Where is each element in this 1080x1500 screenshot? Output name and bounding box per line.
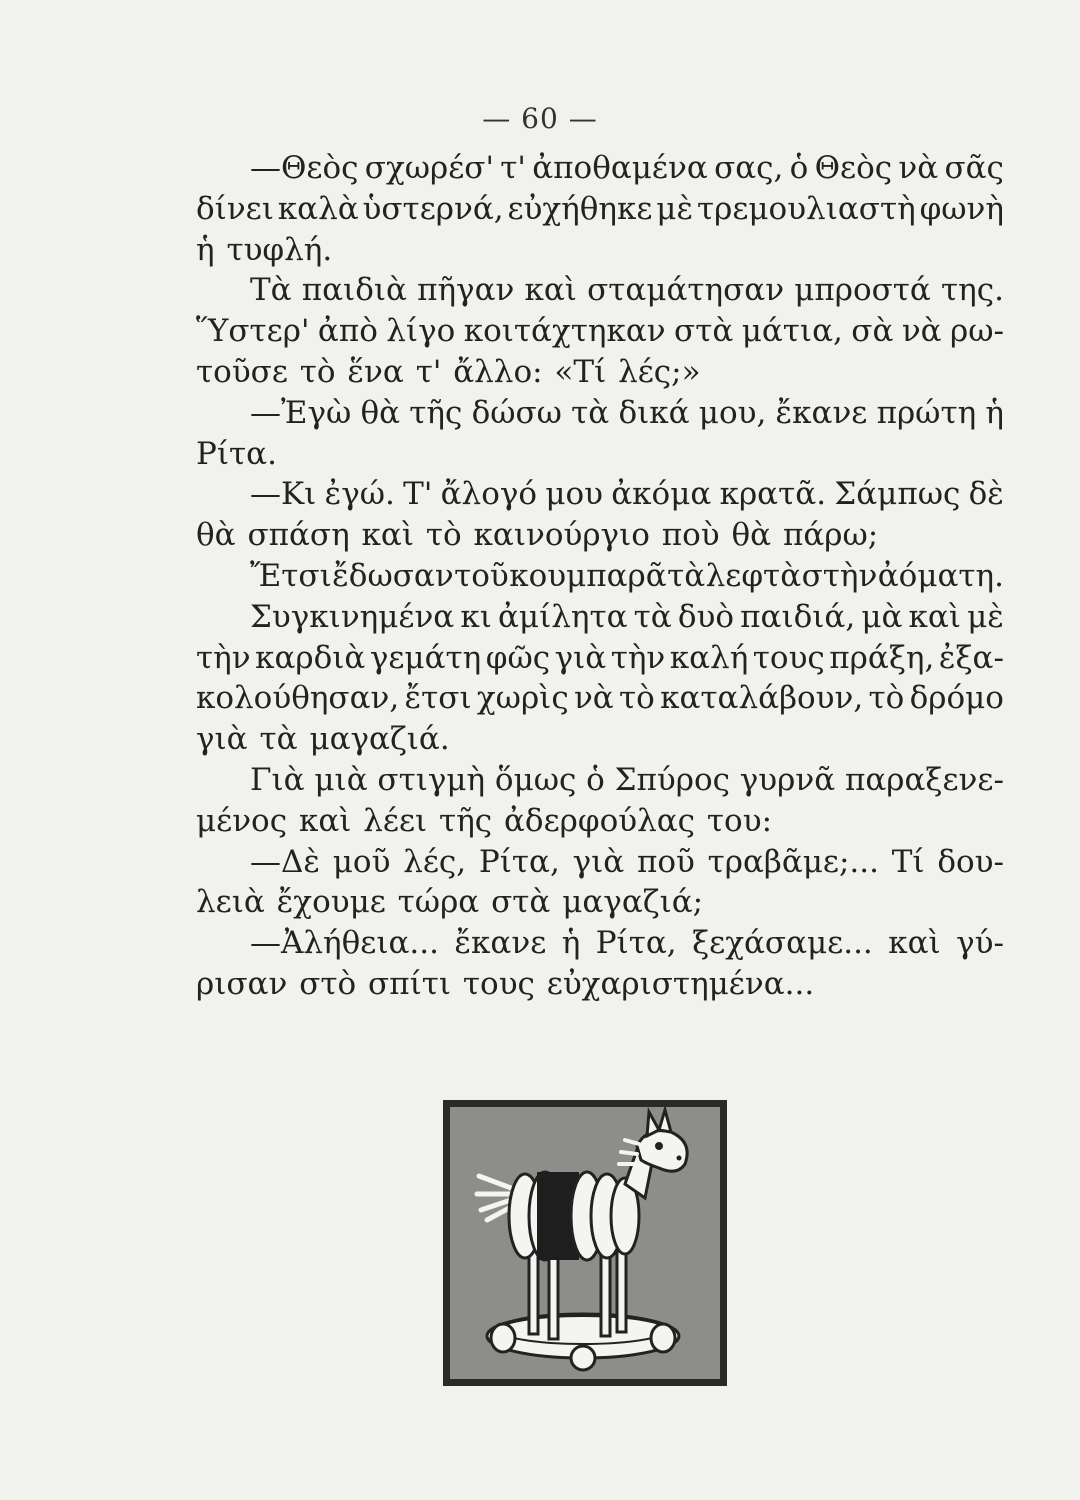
word: πῆγαν (417, 272, 515, 309)
word: ἔκανε (454, 925, 547, 962)
word: ρω- (950, 313, 1004, 350)
word: πρώτη (876, 394, 977, 431)
text-line (196, 801, 1004, 842)
word: Ρίτα, (595, 925, 677, 962)
word: χωρὶς (476, 680, 569, 717)
word: καὶ (524, 272, 577, 309)
word: του: (706, 802, 773, 839)
word: μπροστά (794, 272, 931, 309)
word: Συγκινημένα (250, 598, 455, 635)
text-line (196, 148, 1004, 189)
word: καλή (669, 639, 749, 676)
word: ἀμίλητα (497, 598, 628, 635)
word: —Θεὸς (250, 150, 359, 186)
word: —Δὲ (250, 843, 321, 880)
word: σταμάτησαν (587, 272, 785, 309)
word: ἀκόμα (611, 476, 712, 513)
word: ὁ (789, 150, 809, 186)
word: στὸ (299, 965, 369, 1002)
word: καὶ (361, 517, 426, 554)
word: Τί (891, 843, 925, 880)
word: ὁ (586, 761, 605, 798)
word: Ρίτα. (196, 435, 277, 472)
word: ἐξα- (938, 639, 1004, 676)
word: μένος (196, 802, 299, 839)
word: θὰ (196, 517, 248, 554)
word: ποῦ (636, 843, 695, 880)
word: ρισαν (196, 965, 300, 1002)
word: λειὰ (196, 884, 277, 921)
word: τὰ (259, 721, 310, 758)
text-line (196, 189, 1004, 230)
word: λές, (403, 843, 467, 880)
toy-horse-illustration (441, 1098, 729, 1388)
text-line (196, 434, 1004, 475)
word: εὐχήθηκε (507, 190, 653, 227)
word: τ' (415, 353, 454, 390)
word: ἔδωσαν (332, 557, 454, 594)
word: τὸ (619, 680, 655, 717)
word: εὐχαριστημένα... (546, 965, 815, 1002)
word: ὅμως (494, 761, 577, 798)
word: —Κι (250, 476, 317, 513)
word: δώσω (471, 394, 562, 431)
text-line (196, 556, 1004, 597)
word: τῆς (409, 394, 463, 431)
word: μὲ (967, 598, 1004, 635)
word: παιδιά, (740, 598, 856, 635)
word: καρδιὰ (255, 639, 366, 676)
word: τὸ (425, 517, 474, 554)
text-line (196, 352, 1004, 393)
word: λίγο (386, 313, 456, 350)
word: τρεμουλιαστὴ (696, 190, 916, 227)
text-line (196, 393, 1004, 434)
word: ἔτσι (404, 680, 472, 717)
word: μοῦ (332, 843, 391, 880)
word: ἀόματη. (877, 557, 1004, 594)
word: σας, (714, 150, 784, 186)
text-line (196, 597, 1004, 638)
word: τὴν (196, 639, 251, 676)
word: μου, (698, 394, 767, 431)
word: λές;» (618, 353, 701, 390)
word: στὴν (801, 557, 878, 594)
word: «Τί (554, 353, 619, 390)
word: φῶς (485, 639, 551, 676)
word: Ἔτσι (250, 557, 332, 594)
word: καὶ (298, 802, 364, 839)
wheel (491, 1324, 515, 1352)
word: Σάμπως (834, 476, 961, 513)
word: Τ' (403, 476, 433, 513)
word: μαγαζιά. (309, 721, 450, 758)
word: τώρα (397, 884, 492, 921)
toy-horse-icon (441, 1098, 729, 1388)
word: —Ἐγὼ (250, 394, 352, 431)
text-line (196, 964, 1004, 1005)
text-line (196, 515, 1004, 556)
word: γυρνᾶ (739, 761, 836, 798)
word: ἡ (985, 394, 1004, 431)
word: ἀδερφούλας (504, 802, 707, 839)
body-text (196, 148, 1004, 1005)
wheel (571, 1346, 595, 1370)
word: κρατᾶ. (719, 476, 827, 513)
word: τῆς (439, 802, 504, 839)
word: μαγαζιά; (562, 884, 704, 921)
page-number: — 60 — (482, 102, 598, 135)
word: καὶ (908, 598, 961, 635)
word: ἐγώ. (324, 476, 395, 513)
word: λέει (363, 802, 440, 839)
word: καινούργιο (473, 517, 662, 554)
word: κι (460, 598, 492, 635)
word: ποὺ (661, 517, 732, 554)
word: ἀποθαμένα (532, 150, 708, 186)
word: ἄλλο: (453, 353, 555, 390)
word: πάρω; (782, 517, 879, 554)
text-line (196, 474, 1004, 515)
word: Ὕστερ' (196, 313, 310, 350)
word: κολούθησαν, (196, 680, 400, 717)
word: τ' (500, 150, 526, 186)
word: ἡ (561, 925, 581, 962)
word: τους (462, 965, 547, 1002)
word: καταλάβουν, (660, 680, 864, 717)
word: τὸ (868, 680, 905, 717)
word: τὰ (571, 394, 610, 431)
word: —Ἀλήθεια... (250, 925, 439, 962)
word: καλὰ (277, 190, 359, 227)
word: δυὸ (677, 598, 735, 635)
word: σᾶς (944, 150, 1004, 186)
word: τὸ (299, 353, 348, 390)
word: κουμπαρᾶ (509, 557, 667, 594)
text-line (196, 760, 1004, 801)
word: Θεὸς (814, 150, 893, 186)
word: κοιτάχτηκαν (463, 313, 666, 350)
text-line (196, 638, 1004, 679)
word: δου- (937, 843, 1004, 880)
word: ἀπὸ (317, 313, 378, 350)
word: μὲ (656, 190, 694, 227)
word: θὰ (731, 517, 783, 554)
word: Ρίτα, (478, 843, 560, 880)
word: της. (940, 272, 1004, 309)
text-line (196, 270, 1004, 311)
word: τραβᾶμε;... (707, 843, 879, 880)
text-line (196, 882, 1004, 923)
word: νὰ (898, 150, 939, 186)
word: σχωρέσ' (364, 150, 494, 186)
word: στὰ (674, 313, 734, 350)
word: μιὰ (314, 761, 368, 798)
word: δίνει (196, 190, 274, 227)
word: γεμάτη (369, 639, 482, 676)
word: τυφλή. (226, 231, 333, 268)
word: γιὰ (554, 639, 607, 676)
text-line (196, 230, 1004, 271)
word: τοῦσε (196, 353, 300, 390)
word: μου (545, 476, 603, 513)
word: νὰ (573, 680, 614, 717)
word: δικά (618, 394, 690, 431)
word: ἔκανε (775, 394, 868, 431)
word: ἔχουμε (276, 884, 398, 921)
word: ξεχάσαμε... (692, 925, 873, 962)
word: φωνὴ (919, 190, 1004, 227)
word: μάτια, (741, 313, 843, 350)
word: γύ- (956, 925, 1004, 962)
text-line (196, 923, 1004, 964)
word: Τὰ (250, 272, 292, 309)
word: ἕνα (347, 353, 416, 390)
word: τὴν (610, 639, 666, 676)
word: ὑστερνά, (362, 190, 504, 227)
word: καὶ (888, 925, 941, 962)
word: πράξη, (829, 639, 935, 676)
word: δρόμο (909, 680, 1004, 717)
word: ἄλογό (440, 476, 538, 513)
word: στὰ (491, 884, 563, 921)
word: τὰ (667, 557, 706, 594)
word: παιδιὰ (301, 272, 407, 309)
text-line (196, 842, 1004, 883)
word: γιὰ (196, 721, 260, 758)
text-line (196, 678, 1004, 719)
wheel (651, 1324, 675, 1352)
word: νὰ (901, 313, 942, 350)
text-line (196, 719, 1004, 760)
word: στιγμὴ (377, 761, 486, 798)
word: δὲ (968, 476, 1004, 513)
word: γιὰ (572, 843, 625, 880)
word: τὰ (633, 598, 672, 635)
word: μὰ (861, 598, 903, 635)
word: θὰ (360, 394, 401, 431)
word: σπάση (247, 517, 362, 554)
word: σὰ (851, 313, 894, 350)
word: παραξενε- (844, 761, 1004, 798)
word: ἡ (196, 231, 227, 268)
word: Σπύρος (614, 761, 730, 798)
word: Γιὰ (250, 761, 305, 798)
text-line (196, 311, 1004, 352)
word: λεφτὰ (705, 557, 802, 594)
word: τοῦ (454, 557, 509, 594)
word: τους (752, 639, 825, 676)
word: σπίτι (368, 965, 463, 1002)
